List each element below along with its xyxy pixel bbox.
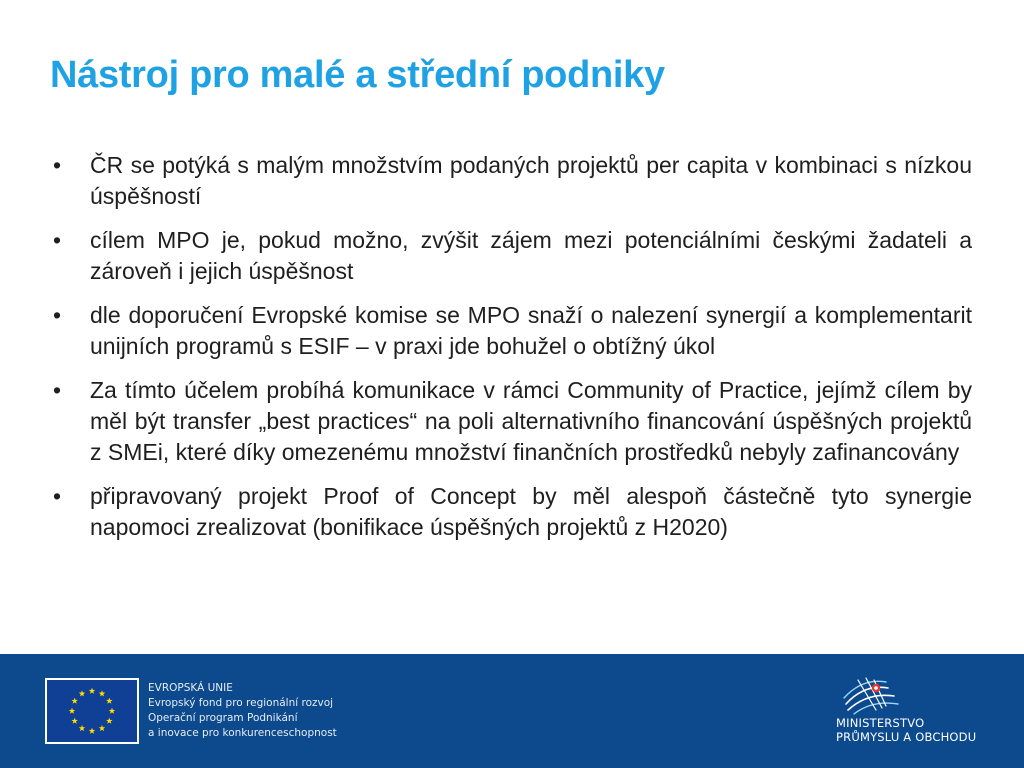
- bullet-marker: •: [53, 483, 62, 509]
- eu-flag-stars: [47, 680, 137, 742]
- eu-funding-text: [148, 681, 337, 741]
- bullet-list: [50, 150, 972, 556]
- bullet-item: [50, 481, 972, 543]
- bullet-marker: •: [53, 302, 62, 328]
- eu-flag-icon: [45, 678, 139, 744]
- ministry-logo: [834, 674, 984, 754]
- eu-line-programme-cont: a inovace pro konkurenceschopnost: [148, 727, 337, 739]
- ministry-line-2: PRŮMYSLU A OBCHODU: [836, 730, 977, 744]
- ministry-name: [836, 716, 976, 744]
- bullet-item: [50, 225, 972, 287]
- eu-line-union: EVROPSKÁ UNIE: [148, 682, 233, 694]
- bullet-text: připravovaný projekt Proof of Concept by měl alespoň částečně tyto synergie napomoci zrealizovat (bonifikace úspěšných projektů z H2020): [90, 483, 972, 540]
- mpo-emblem-icon: [836, 674, 906, 718]
- bullet-marker: •: [53, 377, 62, 403]
- bullet-text: Za tímto účelem probíhá komunikace v rámci Community of Practice, jejímž cílem by měl být transfer „best practices“ na poli alternativního financování úspěšných projektů z SMEi, které díky omezenému množství finančních prostředků nebyly zafinancovány: [90, 377, 972, 465]
- bullet-item: [50, 150, 972, 212]
- bullet-text: dle doporučení Evropské komise se MPO snaží o nalezení synergií a komplementarit unijních programů s ESIF – v praxi jde bohužel o obtížný úkol: [90, 302, 972, 359]
- slide-title: Nástroj pro malé a střední podniky: [50, 54, 665, 96]
- bullet-item: [50, 300, 972, 362]
- footer-bar: [0, 654, 1024, 768]
- ministry-line-1: MINISTERSTVO: [836, 716, 925, 730]
- bullet-item: [50, 375, 972, 468]
- eu-line-programme: Operační program Podnikání: [148, 712, 298, 724]
- bullet-text: ČR se potýká s malým množstvím podaných projektů per capita v kombinaci s nízkou úspěšností: [90, 152, 972, 209]
- eu-line-fund: Evropský fond pro regionální rozvoj: [148, 697, 334, 709]
- bullet-marker: •: [53, 227, 62, 253]
- bullet-marker: •: [53, 152, 62, 178]
- bullet-text: cílem MPO je, pokud možno, zvýšit zájem mezi potenciálními českými žadateli a zároveň i jejich úspěšnost: [90, 227, 972, 284]
